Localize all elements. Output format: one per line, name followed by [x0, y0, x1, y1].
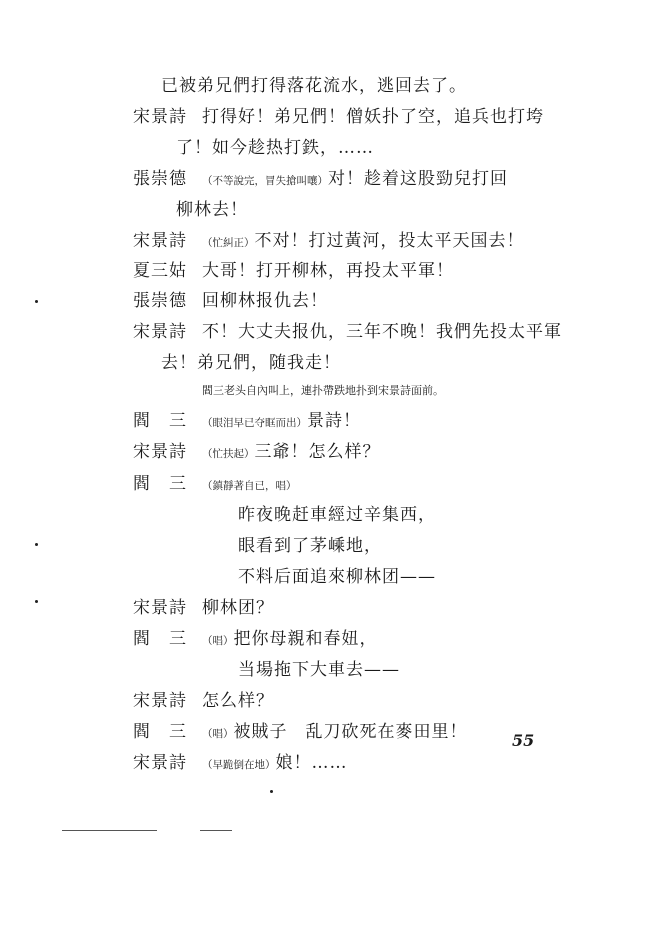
- speaker-name: 閻 三: [133, 411, 187, 431]
- scan-speck: [35, 300, 38, 303]
- scan-speck: [270, 790, 273, 793]
- stage-direction: （眼泪早已夺眶而出）: [202, 417, 307, 429]
- verse-line: 不料后面追來柳林团——: [238, 567, 436, 587]
- dialogue-line: （唱）被賊子 乱刀砍死在麥田里！: [202, 722, 468, 742]
- dialogue-line: 不！大丈夫报仇，三年不晚！我們先投太平軍: [202, 322, 562, 342]
- dialogue-line-continuation: 柳林去！: [176, 200, 248, 220]
- stage-direction: （忙扶起）: [202, 448, 255, 460]
- speaker-name: 宋景詩: [133, 442, 187, 462]
- speaker-name: 張崇德: [133, 169, 187, 189]
- dialogue-line: 大哥！打开柳林，再投太平軍！: [202, 261, 454, 281]
- verse-line: 昨夜晚赶車經过辛集西，: [238, 505, 436, 525]
- speaker-name: 宋景詩: [133, 231, 187, 251]
- stage-direction: （忙糾正）: [202, 237, 255, 249]
- scan-speck: [35, 543, 38, 546]
- speaker-name: 宋景詩: [133, 598, 187, 618]
- speaker-name: 宋景詩: [133, 322, 187, 342]
- scan-artifact: [200, 830, 232, 831]
- dialogue-line: （眼泪早已夺眶而出）景詩！: [202, 411, 361, 431]
- stage-direction: （不等說完，冒失搶叫嚷）: [202, 175, 328, 187]
- dialogue-line: （唱）把你母親和春妞，: [202, 629, 378, 649]
- verse-line: 眼看到了茅嵊地，: [238, 536, 382, 556]
- speaker-name: 宋景詩: [133, 691, 187, 711]
- speaker-name: 宋景詩: [133, 107, 187, 127]
- dialogue-line: （忙糾正）不对！打过黃河，投太平天国去！: [202, 231, 525, 251]
- dialogue-line: 打得好！弟兄們！僧妖扑了空，追兵也打垮: [202, 107, 544, 127]
- speaker-name: 夏三姑: [133, 261, 187, 281]
- dialogue-line-continuation: 去！弟兄們，随我走！: [161, 353, 341, 373]
- dialogue-line: （忙扶起）三爺！怎么样？: [202, 442, 381, 462]
- speaker-name: 閻 三: [133, 474, 187, 494]
- scan-artifact: [62, 830, 157, 831]
- dialogue-line: （不等說完，冒失搶叫嚷）对！趁着这股勁兒打回: [202, 169, 508, 189]
- verse-line: 当場拖下大車去——: [238, 660, 400, 680]
- scan-speck: [35, 600, 38, 603]
- stage-direction: （鎮靜著自已，唱）: [202, 480, 297, 492]
- dialogue-line: 柳林团？: [202, 598, 274, 618]
- stage-direction: （唱）: [202, 728, 234, 740]
- stage-direction: （早跪倒在地）: [202, 759, 276, 771]
- dialogue-line-continuation: 了！如今趁热打鉄，……: [176, 138, 374, 158]
- speaker-name: 宋景詩: [133, 753, 187, 773]
- speaker-name: 張崇德: [133, 291, 187, 311]
- dialogue-line: [202, 473, 297, 497]
- speaker-name: 閻 三: [133, 722, 187, 742]
- speaker-name: 閻 三: [133, 629, 187, 649]
- dialogue-line-continuation: 已被弟兄們打得落花流水，逃回去了。: [161, 76, 467, 96]
- dialogue-line: 回柳林报仇去！: [202, 291, 328, 311]
- dialogue-line: （早跪倒在地）娘！……: [202, 753, 348, 773]
- stage-direction-block: 閻三老头自內叫上，連扑帶跌地扑到宋景詩面前。: [202, 384, 444, 397]
- page-number: 55: [512, 731, 535, 750]
- dialogue-line: 怎么样？: [202, 691, 274, 711]
- stage-direction: （唱）: [202, 635, 234, 647]
